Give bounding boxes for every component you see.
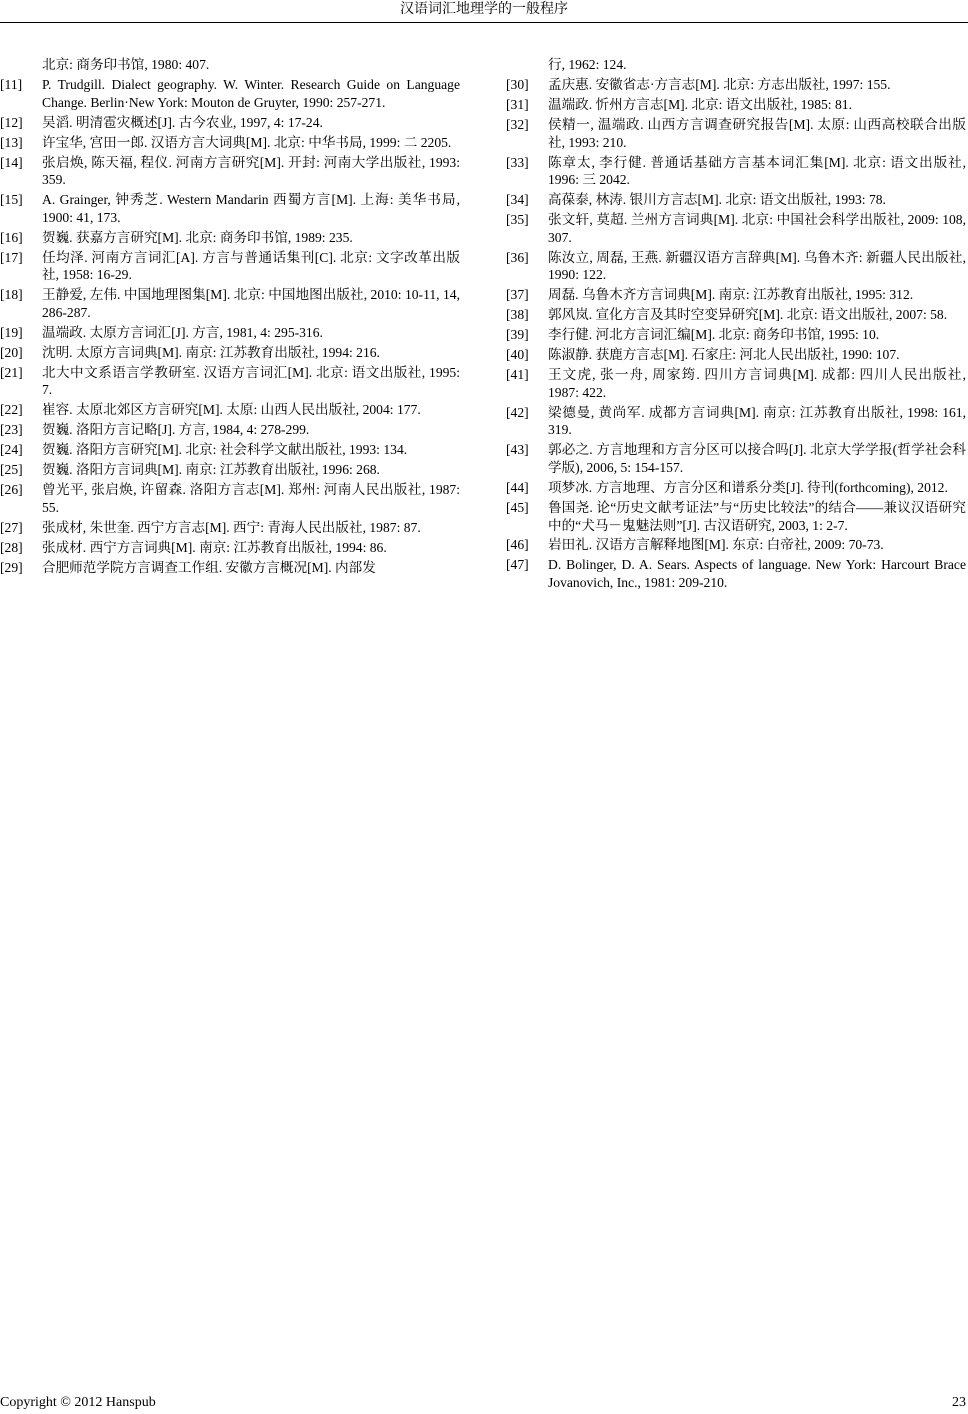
- reference-text: 温端政. 忻州方言志[M]. 北京: 语文出版社, 1985: 81.: [548, 96, 852, 112]
- reference-number: [26]: [0, 482, 23, 498]
- references-right-column: [506, 56, 966, 594]
- reference-number: [36]: [506, 249, 529, 265]
- reference-number: [32]: [506, 116, 529, 132]
- reference-text: 北大中文系语言学教研室. 汉语方言词汇[M]. 北京: 语文出版社, 1995: 7.: [42, 364, 460, 398]
- reference-number: [43]: [506, 442, 529, 458]
- reference-number: [34]: [506, 192, 529, 208]
- reference-text: 项梦冰. 方言地理、方言分区和谱系分类[J]. 待刊(forthcoming), 2012.: [548, 479, 948, 495]
- reference-entry: [506, 536, 966, 554]
- reference-entry: [0, 249, 460, 284]
- reference-text: 许宝华, 宫田一郎. 汉语方言大词典[M]. 北京: 中华书局, 1999: 二 2205.: [42, 134, 452, 150]
- reference-text: 王静爱, 左伟. 中国地理图集[M]. 北京: 中国地图出版社, 2010: 10-11, 14, 286-287.: [42, 287, 460, 320]
- reference-number: [35]: [506, 212, 529, 228]
- reference-list: [0, 76, 460, 576]
- reference-text: 周磊. 乌鲁木齐方言词典[M]. 南京: 江苏教育出版社, 1995: 312.: [548, 287, 914, 303]
- reference-text: 张成材, 朱世奎. 西宁方言志[M]. 西宁: 青海人民出版社, 1987: 87.: [42, 519, 421, 535]
- reference-text: 曾光平, 张启焕, 许留森. 洛阳方言志[M]. 郑州: 河南人民出版社, 1987: 55.: [42, 482, 460, 515]
- reference-number: [12]: [0, 114, 23, 130]
- reference-number: [38]: [506, 307, 529, 323]
- reference-text: 岩田礼. 汉语方言解释地图[M]. 东京: 白帝社, 2009: 70-73.: [548, 537, 884, 553]
- reference-number: [33]: [506, 154, 529, 170]
- reference-entry: [0, 344, 460, 362]
- reference-text: 张成材. 西宁方言词典[M]. 南京: 江苏教育出版社, 1994: 86.: [42, 539, 387, 555]
- reference-entry: [0, 191, 460, 226]
- reference-text: 郭风岚. 宣化方言及其时空变异研究[M]. 北京: 语文出版社, 2007: 58.: [548, 307, 948, 323]
- reference-entry: [506, 499, 966, 534]
- reference-entry: [506, 404, 966, 439]
- reference-entry: [0, 134, 460, 152]
- reference-text: 王文虎, 张一舟, 周家筠. 四川方言词典[M]. 成都: 四川人民出版社, 1987: 422.: [548, 367, 966, 400]
- reference-text: 孟庆惠. 安徽省志·方言志[M]. 北京: 方志出版社, 1997: 155.: [548, 76, 891, 92]
- reference-text: 侯精一, 温端政. 山西方言调查研究报告[M]. 太原: 山西高校联合出版社, 1993: 210.: [548, 116, 966, 150]
- reference-text: 任均泽. 河南方言词汇[A]. 方言与普通话集刊[C]. 北京: 文字改革出版社, 1958: 16-29.: [42, 249, 460, 283]
- reference-text: 沈明. 太原方言词典[M]. 南京: 江苏教育出版社, 1994: 216.: [42, 344, 380, 360]
- page-number: 23: [952, 1395, 966, 1410]
- reference-entry: [506, 346, 966, 364]
- reference-list: [506, 76, 966, 592]
- reference-entry: [506, 326, 966, 344]
- reference-entry: [506, 286, 966, 304]
- references-left-column: [0, 56, 460, 579]
- reference-entry: [0, 559, 460, 577]
- reference-entry: [0, 229, 460, 247]
- reference-entry: [0, 324, 460, 342]
- reference-text: P. Trudgill. Dialect geography. W. Winter. Research Guide on Language Change. Berlin·New York: Mouton de Gruyter, 1990: 257-271.: [42, 76, 460, 110]
- reference-number: [14]: [0, 154, 23, 170]
- reference-text: 贺巍. 洛阳方言记略[J]. 方言, 1984, 4: 278-299.: [42, 422, 310, 438]
- reference-entry: [0, 519, 460, 537]
- reference-entry: [506, 154, 966, 189]
- reference-number: [46]: [506, 537, 529, 553]
- reference-number: [15]: [0, 192, 23, 208]
- reference-entry: [506, 96, 966, 114]
- reference-entry: [506, 441, 966, 476]
- reference-number: [23]: [0, 422, 23, 438]
- reference-number: [37]: [506, 287, 529, 303]
- reference-text: 贺巍. 获嘉方言研究[M]. 北京: 商务印书馆, 1989: 235.: [42, 229, 353, 245]
- reference-number: [20]: [0, 344, 23, 360]
- reference-number: [44]: [506, 479, 529, 495]
- reference-number: [41]: [506, 367, 529, 383]
- reference-continuation: 行, 1962: 124.: [548, 57, 627, 72]
- reference-entry: [0, 364, 460, 399]
- reference-number: [17]: [0, 249, 23, 265]
- reference-text: 陈汝立, 周磊, 王燕. 新疆汉语方言辞典[M]. 乌鲁木齐: 新疆人民出版社, 1990: 122.: [548, 249, 966, 283]
- reference-text: 张启焕, 陈天福, 程仪. 河南方言研究[M]. 开封: 河南大学出版社, 1993: 359.: [42, 154, 460, 188]
- reference-entry: [506, 76, 966, 94]
- reference-entry: [0, 76, 460, 111]
- reference-entry: [0, 114, 460, 132]
- reference-text: 贺巍. 洛阳方言词典[M]. 南京: 江苏教育出版社, 1996: 268.: [42, 462, 380, 478]
- reference-number: [24]: [0, 442, 23, 458]
- reference-text: 高葆泰, 林涛. 银川方言志[M]. 北京: 语文出版社, 1993: 78.: [548, 192, 886, 208]
- reference-number: [47]: [506, 557, 529, 573]
- reference-text: 张文轩, 莫超. 兰州方言词典[M]. 北京: 中国社会科学出版社, 2009: 108, 307.: [548, 212, 966, 245]
- reference-text: 合肥师范学院方言调查工作组. 安徽方言概况[M]. 内部发: [42, 559, 376, 575]
- reference-number: [18]: [0, 287, 23, 303]
- reference-text: 温端政. 太原方言词汇[J]. 方言, 1981, 4: 295-316.: [42, 324, 323, 340]
- reference-entry: [506, 211, 966, 246]
- reference-number: [30]: [506, 76, 529, 92]
- reference-continuation: 北京: 商务印书馆, 1980: 407.: [42, 57, 210, 72]
- reference-text: 陈淑静. 获鹿方言志[M]. 石家庄: 河北人民出版社, 1990: 107.: [548, 347, 900, 363]
- reference-entry: [506, 191, 966, 209]
- reference-text: 陈章太, 李行健. 普通话基础方言基本词汇集[M]. 北京: 语文出版社, 1996: 三 2042.: [548, 154, 966, 188]
- reference-number: [39]: [506, 327, 529, 343]
- reference-entry: [506, 366, 966, 401]
- reference-entry: [0, 539, 460, 557]
- reference-number: [29]: [0, 559, 23, 575]
- reference-entry: [506, 249, 966, 284]
- reference-entry: [0, 401, 460, 419]
- reference-text: 梁德曼, 黄尚军. 成都方言词典[M]. 南京: 江苏教育出版社, 1998: 161, 319.: [548, 404, 966, 438]
- reference-number: [13]: [0, 134, 23, 150]
- reference-entry: [0, 461, 460, 479]
- reference-number: [19]: [0, 324, 23, 340]
- reference-text: 郭必之. 方言地理和方言分区可以接合吗[J]. 北京大学学报(哲学社会科学版), 2006, 5: 154-157.: [548, 442, 966, 475]
- running-header: [0, 0, 968, 23]
- reference-number: [45]: [506, 499, 529, 515]
- reference-entry: [0, 421, 460, 439]
- running-title: 汉语词汇地理学的一般程序: [400, 2, 568, 17]
- reference-number: [40]: [506, 347, 529, 363]
- reference-number: [28]: [0, 539, 23, 555]
- reference-number: [21]: [0, 364, 23, 380]
- reference-number: [31]: [506, 96, 529, 112]
- reference-text: 贺巍. 洛阳方言研究[M]. 北京: 社会科学文献出版社, 1993: 134.: [42, 442, 408, 458]
- reference-number: [22]: [0, 402, 23, 418]
- reference-entry: [506, 306, 966, 324]
- reference-number: [27]: [0, 519, 23, 535]
- reference-entry: [506, 479, 966, 497]
- reference-text: 鲁国尧. 论“历史文献考证法”与“历史比较法”的结合——兼议汉语研究中的“犬马－鬼魅法则”[J]. 古汉语研究, 2003, 1: 2-7.: [548, 499, 966, 533]
- reference-entry: [0, 441, 460, 459]
- reference-number: [16]: [0, 229, 23, 245]
- reference-text: 吴滔. 明清雹灾概述[J]. 古今农业, 1997, 4: 17-24.: [42, 114, 323, 130]
- reference-entry: [506, 116, 966, 151]
- reference-number: [25]: [0, 462, 23, 478]
- copyright-notice: Copyright © 2012 Hanspub: [0, 1395, 156, 1410]
- reference-entry: [506, 556, 966, 591]
- reference-number: [11]: [0, 76, 23, 92]
- reference-entry: [0, 481, 460, 516]
- reference-text: 崔容. 太原北郊区方言研究[M]. 太原: 山西人民出版社, 2004: 177.: [42, 402, 421, 418]
- reference-text: 李行健. 河北方言词汇编[M]. 北京: 商务印书馆, 1995: 10.: [548, 327, 880, 343]
- reference-text: A. Grainger, 钟秀芝. Western Mandarin 西蜀方言[M]. 上海: 美华书局, 1900: 41, 173.: [42, 192, 460, 225]
- reference-text: D. Bolinger, D. A. Sears. Aspects of language. New York: Harcourt Brace Jovanovich, Inc., 1981: 209-210.: [548, 557, 966, 591]
- reference-entry: [0, 154, 460, 189]
- reference-entry: [0, 286, 460, 321]
- reference-number: [42]: [506, 404, 529, 420]
